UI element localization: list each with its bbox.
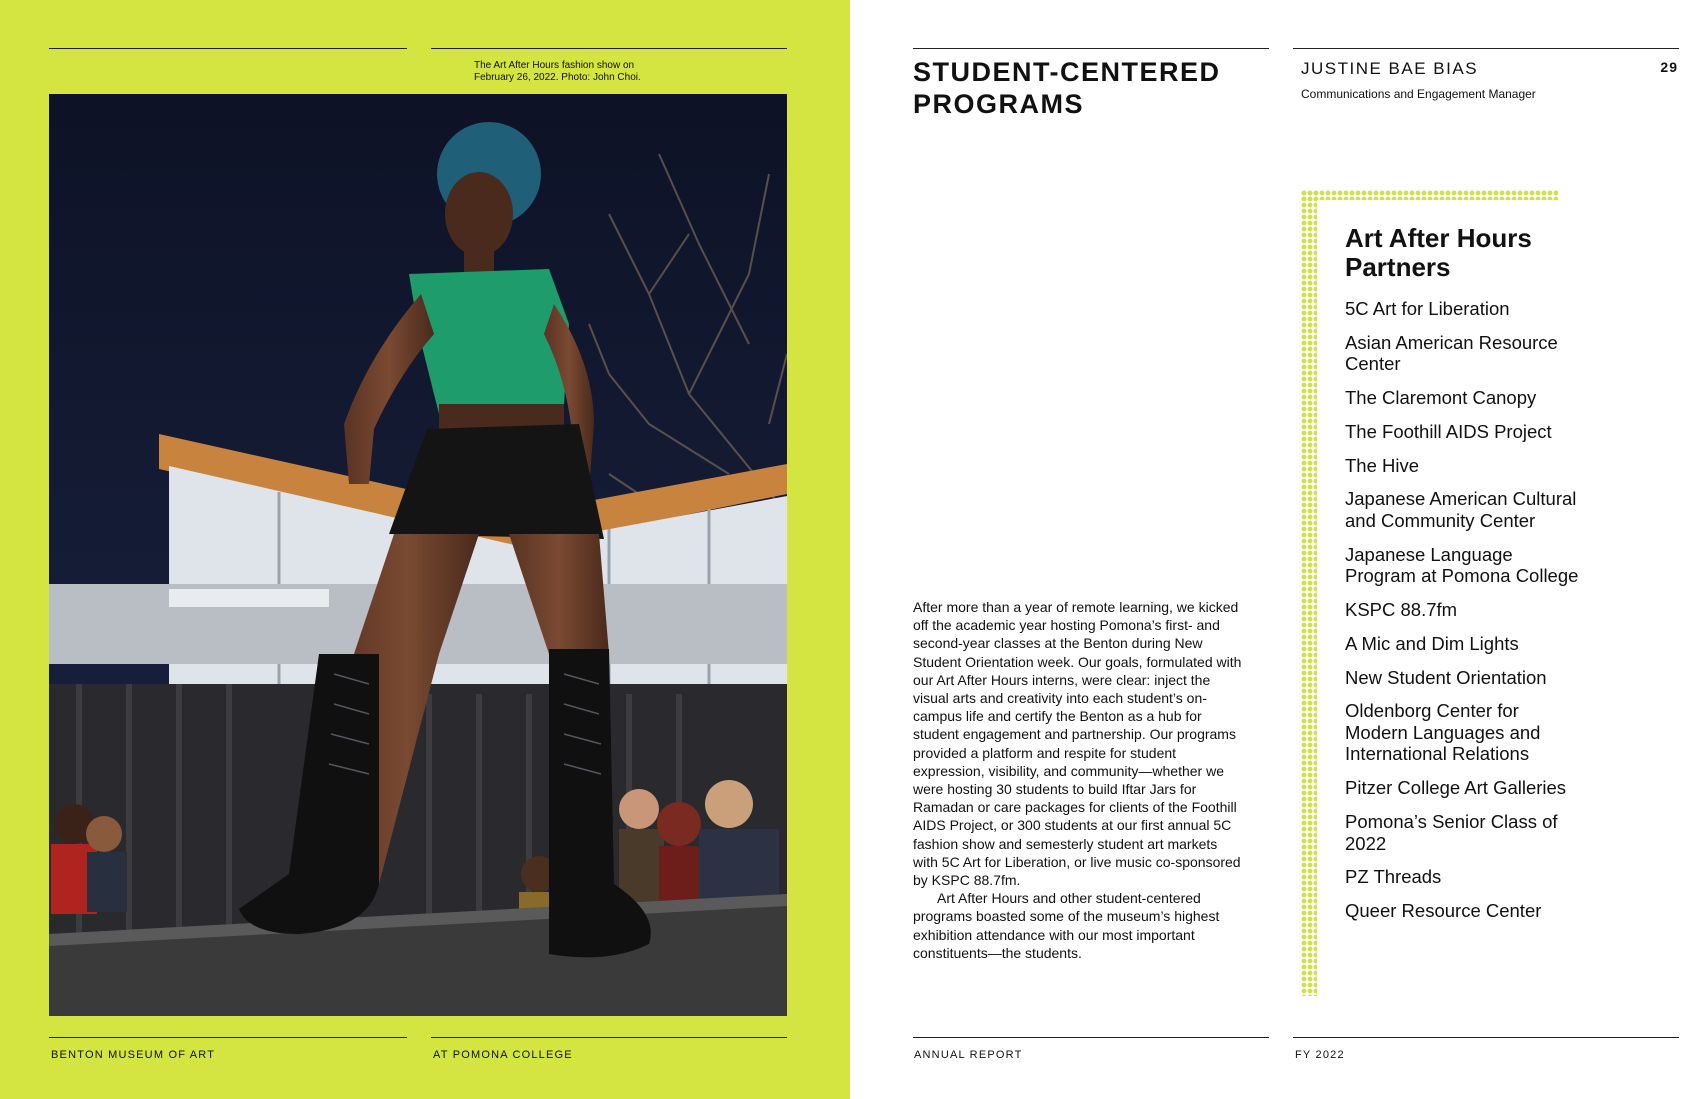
bottom-rule-left xyxy=(49,1037,407,1038)
partner-item: Oldenborg Center for Modern Languages and International Relations xyxy=(1345,700,1541,765)
partner-item: PZ Threads xyxy=(1345,866,1442,888)
partner-item: Asian American Resource Center xyxy=(1345,331,1558,375)
author-name: JUSTINE BAE BIAS xyxy=(1301,59,1479,78)
body-paragraph-2: Art After Hours and other student-centered programs boasted some of the museum’s highest exhibition attendance with our most important constituents—the students. xyxy=(913,890,1220,961)
sidebar-title: Art After Hours Partners xyxy=(1345,223,1532,282)
fashion-show-photo xyxy=(49,94,787,1016)
partner-item: The Claremont Canopy xyxy=(1345,387,1537,409)
partner-item: Japanese Language Program at Pomona College xyxy=(1345,543,1579,587)
footer-museum-name: BENTON MUSEUM OF ART xyxy=(51,1049,216,1061)
section-title: STUDENT-CENTERED PROGRAMS xyxy=(913,57,1221,119)
photo-caption: The Art After Hours fashion show on February 26, 2022. Photo: John Choi. xyxy=(474,60,641,83)
partner-item: Japanese American Cultural and Community Center xyxy=(1345,488,1577,531)
dotted-border-left xyxy=(1301,190,1317,996)
partner-item: 5C Art for Liberation xyxy=(1345,298,1510,319)
top-rule-left xyxy=(913,48,1269,49)
body-text xyxy=(913,598,1245,962)
footer-fiscal-year: FY 2022 xyxy=(1295,1049,1345,1061)
partner-item: Pomona’s Senior Class of 2022 xyxy=(1345,811,1558,854)
partner-item: KSPC 88.7fm xyxy=(1345,599,1458,621)
footer-college-name: AT POMONA COLLEGE xyxy=(433,1049,573,1061)
footer-annual-report: ANNUAL REPORT xyxy=(914,1049,1023,1061)
bottom-rule-right xyxy=(1293,1037,1679,1038)
top-rule-left xyxy=(49,48,407,49)
bottom-rule-right xyxy=(431,1037,787,1038)
partner-item: A Mic and Dim Lights xyxy=(1345,632,1519,654)
page-number: 29 xyxy=(1660,59,1678,75)
partner-item: Queer Resource Center xyxy=(1345,900,1542,922)
partner-item: Pitzer College Art Galleries xyxy=(1345,777,1567,799)
top-rule-right xyxy=(431,48,787,49)
bottom-rule-left xyxy=(913,1037,1269,1038)
dotted-border-top xyxy=(1301,190,1558,200)
body-paragraph-1: After more than a year of remote learning, we kicked off the academic year hosting Pomona’s first- and second-year classes at the Benton during New Student Orientation week. Our goals, formulated with our Art After Hours interns, were clear: inject the visual arts and creativity into each student’s on-campus life and certify the Benton as a hub for student engagement and partnership. Our programs provided a platform and respite for student expression, visibility, and community—whether we were hosting 30 students to build Iftar Jars for Ramadan or care packages for clients of the Foothill AIDS Project, or 300 students at our first annual 5C fashion show and semesterly student art markets with 5C Art for Liberation, or live music co-sponsored by KSPC 88.7fm. xyxy=(913,599,1242,889)
right-page xyxy=(850,0,1699,1099)
partner-item: The Foothill AIDS Project xyxy=(1345,420,1552,442)
partners-list xyxy=(1345,298,1580,934)
top-rule-right xyxy=(1293,48,1679,49)
partner-item: New Student Orientation xyxy=(1345,666,1547,688)
author-role: Communications and Engagement Manager xyxy=(1301,87,1536,101)
partners-sidebar xyxy=(1301,190,1579,996)
partner-item: The Hive xyxy=(1345,454,1420,476)
